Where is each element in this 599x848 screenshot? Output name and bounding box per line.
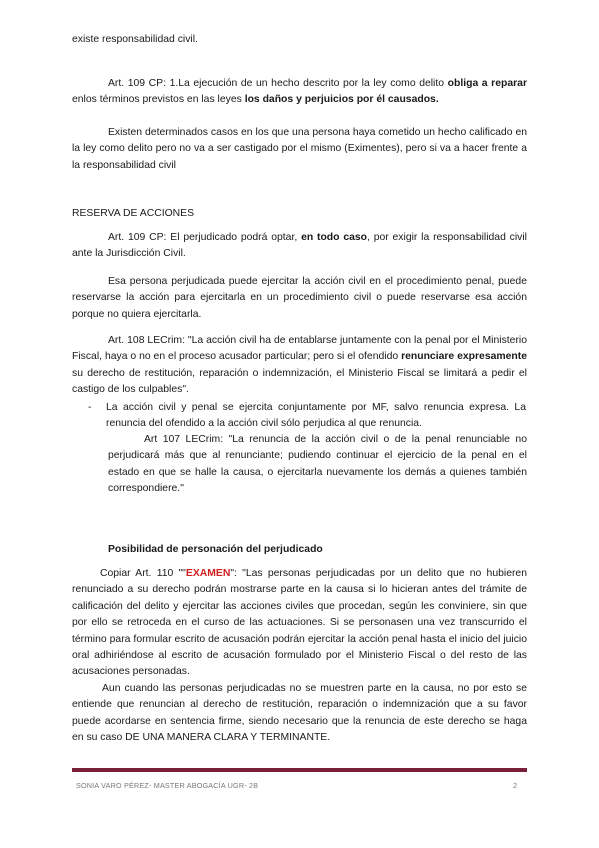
footer-divider	[72, 768, 527, 772]
text: Art. 108 LECrim: "La acción civil ha de entablarse juntamente con la penal por el Ministerio Fiscal, haya o no en el proceso acusador particular; pero si el ofendido	[72, 335, 527, 363]
text: Copiar Art. 110 ""	[100, 568, 186, 579]
paragraph-aun-cuando: Aun cuando las personas perjudicadas no se muestren parte en la causa, no por esto se entiende que renuncian al derecho de restitución, reparación o indemnización que a su favor puede acordarse en sentencia firme, siendo necesario que la renuncia de este derecho se haga en su caso DE UNA MANERA CLARA Y TERMINANTE.	[72, 683, 527, 744]
bullet-dash: -	[88, 402, 92, 413]
bold-text: obliga a reparar	[447, 78, 527, 89]
text: , por exigir la responsabilidad civil ante la Jurisdicción Civil.	[72, 232, 527, 260]
text: Art. 109 CP: El perjudicado podrá optar,	[108, 232, 302, 243]
heading-reserva-de-acciones: RESERVA DE ACCIONES	[72, 208, 195, 219]
page-number: 2	[513, 781, 518, 790]
footer-author: SONIA VARO PÉREZ- MASTER ABOGACÍA UGR- 2B	[76, 781, 259, 790]
text: enlos términos previstos en las leyes	[72, 94, 245, 106]
exam-highlight: EXAMEN	[185, 568, 231, 579]
bold-text: en todo caso	[301, 232, 367, 243]
text: ": "Las personas perjudicadas por un delito que no hubieren renunciado a su derecho podrán mostrarse parte en la causa si lo hicieran antes del trámite de calificación del delito y ejercitar las acciones civiles que procedan, según les conviniere, sin que por ello se retroceda en el curso de las actuaciones. Si se personasen una vez transcurrido el término para formular escrito de acusación podrán ejercitar la acción penal hasta el inicio del juicio oral adhiriéndose al escrito de acusación formulado por el Ministerio Fiscal o del resto de las acusaciones personadas.	[72, 568, 527, 678]
text: su derecho de restitución, reparación o indemnización, el Ministerio Fiscal se limitará a pedir el castigo de los culpables".	[72, 367, 527, 396]
paragraph-persona-perjudicada: Esa persona perjudicada puede ejercitar la acción civil en el procedimiento penal, puede reservarse la acción para ejercitarla en un procedimiento civil o puede reservarse esa acción porque no quiera ejercitarla.	[72, 276, 527, 320]
paragraph-eximentes: Existen determinados casos en los que una persona haya cometido un hecho calificado en la ley como delito pero no va a ser castigado por el mismo (Eximentes), pero si va a hacer frente a la responsabilidad civil	[72, 127, 527, 171]
heading-posibilidad-personacion: Posibilidad de personación del perjudicado	[108, 544, 323, 555]
top-fragment: existe responsabilidad civil.	[72, 34, 198, 45]
paragraph-art109-obligation	[72, 76, 527, 109]
paragraph-art107: Art 107 LECrim: "La renuncia de la acción civil o de la penal renunciable no perjudicará más que al renunciante; pudiendo continuar el ejercicio de la penal en el estado en que se halle la causa, o ejercitarla nuevamente los demás a quienes también correspondiere."	[108, 434, 527, 495]
paragraph-art109-option	[72, 230, 527, 263]
bullet-text: La acción civil y penal se ejercita conjuntamente por MF, salvo renuncia expresa. La renuncia del ofendido a la acción civil sólo perjudica al que renuncia.	[106, 402, 526, 430]
paragraph-art108	[72, 333, 527, 399]
bold-text: los daños y perjuicios por él causados.	[244, 94, 439, 106]
paragraph-art110	[72, 566, 527, 681]
text: Art. 109 CP: 1.La ejecución de un hecho descrito por la ley como delito	[108, 78, 448, 89]
bold-text: renunciare expresamente	[401, 351, 527, 363]
